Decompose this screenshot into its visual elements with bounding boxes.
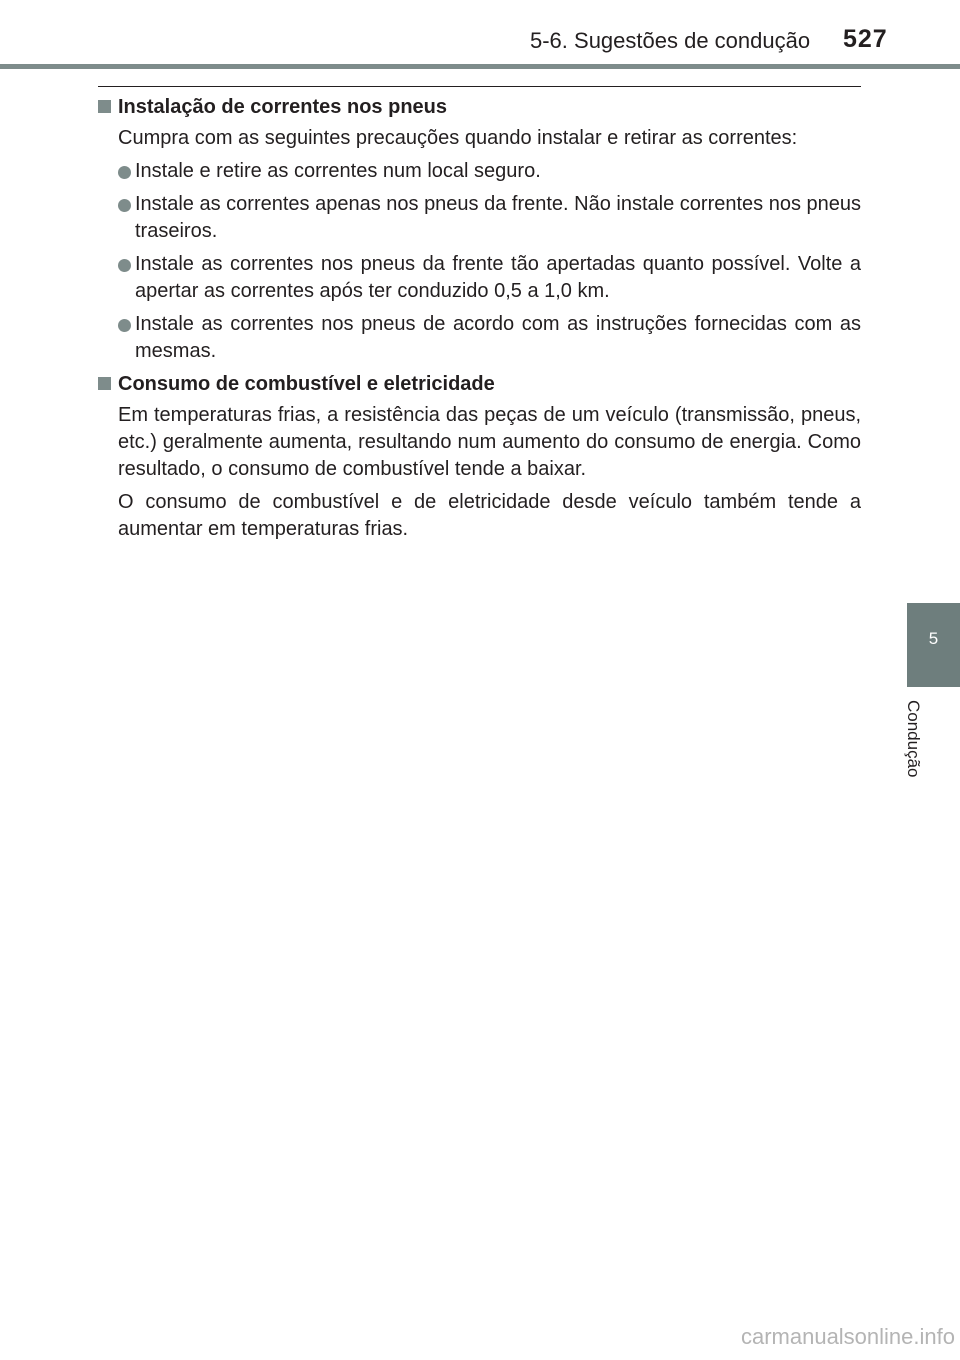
paragraph: Em temperaturas frias, a resistência das peças de um veículo (transmissão, pneus, etc.) geralmente aumenta, resultando num aumento do consumo de energia. Como resultado, o consumo de combustível tende a baixar.: [118, 404, 861, 480]
section-heading-text: Consumo de combustível e eletricidade: [118, 373, 495, 395]
section-heading: [98, 371, 861, 398]
square-bullet-icon: [98, 377, 111, 390]
circle-bullet-icon: [118, 259, 131, 272]
section-heading-text: Instalação de correntes nos pneus: [118, 96, 447, 118]
square-bullet-icon: [98, 100, 111, 113]
paragraph: O consumo de combustível e de eletricidade desde veículo também tende a aumentar em temperaturas frias.: [118, 491, 861, 540]
section-intro: Cumpra com as seguintes precauções quando instalar e retirar as correntes:: [118, 127, 798, 149]
list-item-text: Instale as correntes nos pneus da frente tão apertadas quanto possível. Volte a apertar as correntes após ter conduzido 0,5 a 1,0 km.: [135, 253, 861, 302]
circle-bullet-icon: [118, 199, 131, 212]
list-item: [118, 191, 861, 245]
list-item: [118, 311, 861, 365]
content-divider: [98, 86, 861, 87]
circle-bullet-icon: [118, 319, 131, 332]
watermark: carmanualsonline.info: [740, 1324, 955, 1349]
list-item-text: Instale as correntes nos pneus de acordo com as instruções fornecidas com as mesmas.: [135, 313, 861, 362]
header-rule: [0, 64, 960, 69]
page-number: 527: [843, 25, 888, 53]
list-item: [118, 158, 861, 185]
page-header: [0, 0, 960, 66]
section-heading: [98, 94, 861, 121]
chapter-label-container: [904, 700, 936, 800]
list-item: [118, 251, 861, 305]
chapter-number: 5: [928, 629, 939, 648]
circle-bullet-icon: [118, 166, 131, 179]
chapter-label: Condução: [904, 700, 923, 778]
chapter-tab: [907, 603, 960, 687]
list-item-text: Instale e retire as correntes num local seguro.: [135, 160, 541, 182]
page-content: [98, 94, 861, 549]
section-title: 5-6. Sugestões de condução: [530, 28, 811, 53]
list-item-text: Instale as correntes apenas nos pneus da frente. Não instale correntes nos pneus traseiros.: [135, 193, 862, 242]
